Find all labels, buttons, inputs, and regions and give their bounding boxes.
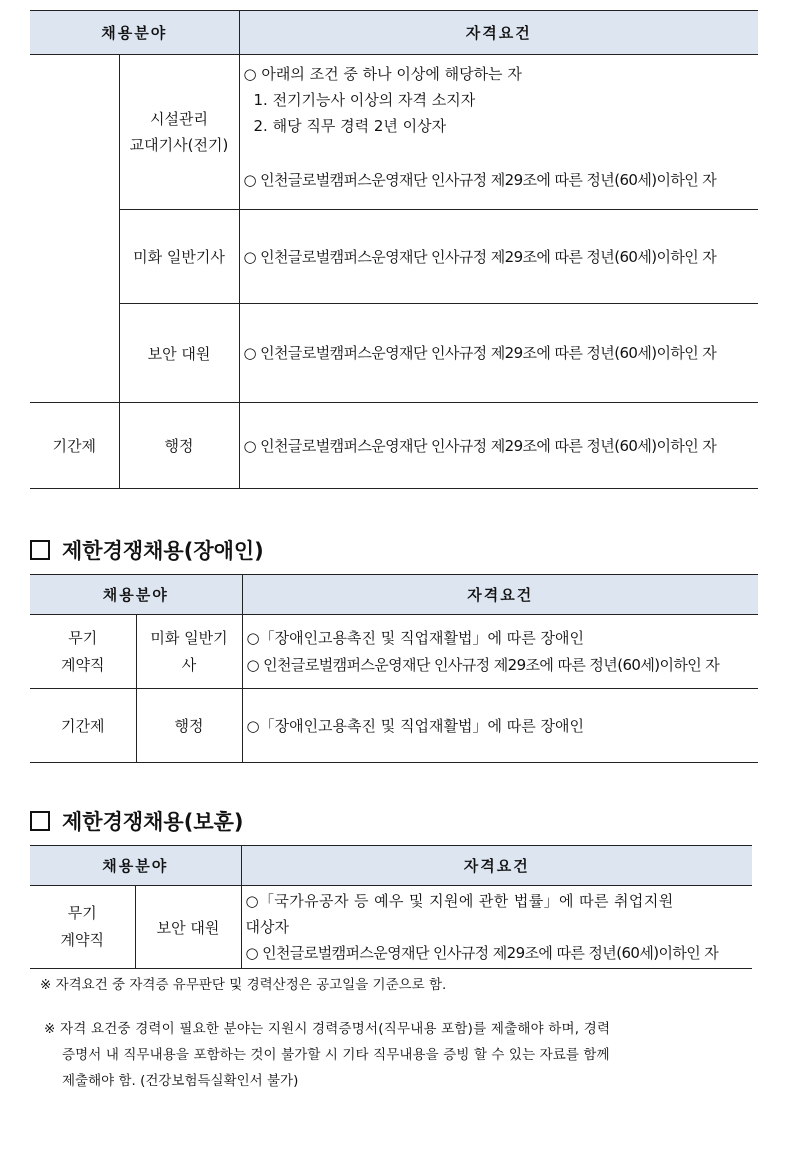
- header-requirement: 자격요건: [239, 11, 758, 55]
- note-line: ※ 자격 요건중 경력이 필요한 분야는 지원시 경력증명서(직무내용 포함)를 제출해야 하며, 경력: [44, 1021, 611, 1037]
- header-requirement: 자격요건: [241, 846, 752, 886]
- position-line: 사: [181, 655, 197, 674]
- type-cell: 기간제: [30, 403, 119, 489]
- checkbox-square-icon: [30, 811, 50, 831]
- requirement-line: ○ 인천글로벌캠퍼스운영재단 인사규정 제29조에 따른 정년(60세)이하인 자: [243, 171, 717, 189]
- position-cell: 행정: [119, 403, 239, 489]
- type-cell: [30, 886, 135, 969]
- checkbox-square-icon: [30, 540, 50, 560]
- position-line: 시설관리: [150, 110, 208, 128]
- requirement-cell: [242, 615, 758, 689]
- type-line: 계약직: [60, 931, 104, 949]
- type-line: 무기: [68, 628, 98, 647]
- position-cell: 미화 일반기사: [119, 210, 239, 304]
- position-line: 미화 일반기: [150, 628, 228, 647]
- type-line: 계약직: [61, 655, 105, 674]
- section-title-text: 제한경쟁채용(장애인): [62, 539, 264, 563]
- requirement-line: 1. 전기기능사 이상의 자격 소지자: [253, 91, 476, 109]
- requirement-line: ○ 인천글로벌캠퍼스운영재단 인사규정 제29조에 따른 정년(60세)이하인 자: [245, 944, 719, 962]
- recruitment-table-disabled: [30, 574, 758, 763]
- note-criteria-date: ※ 자격요건 중 자격증 유무판단 및 경력산정은 공고일을 기준으로 함.: [40, 977, 447, 993]
- section-title-veterans: [30, 806, 243, 836]
- position-cell: [136, 615, 242, 689]
- requirement-line: ○ 아래의 조건 중 하나 이상에 해당하는 자: [243, 65, 522, 83]
- requirement-line: ○「국가유공자 등 예우 및 지원에 관한 법률」에 따른 취업지원: [245, 892, 674, 910]
- header-field: 채용분야: [30, 846, 241, 886]
- recruitment-table-general: [30, 10, 758, 489]
- requirement-cell: [241, 886, 752, 969]
- header-field: 채용분야: [30, 11, 239, 55]
- position-cell: 보안 대원: [135, 886, 241, 969]
- requirement-line: ○ 인천글로벌캠퍼스운영재단 인사규정 제29조에 따른 정년(60세)이하인 자: [246, 655, 720, 674]
- header-requirement: 자격요건: [242, 575, 758, 615]
- requirement-cell: [239, 55, 758, 210]
- section-title-text: 제한경쟁채용(보훈): [62, 810, 244, 834]
- position-cell: [119, 55, 239, 210]
- position-line: 교대기사(전기): [129, 136, 229, 154]
- type-line: 무기: [67, 904, 97, 922]
- requirement-line: 대상자: [245, 918, 289, 936]
- header-field: 채용분야: [30, 575, 242, 615]
- section-title-disabled: [30, 535, 264, 565]
- requirement-line: 2. 해당 직무 경력 2년 이상자: [253, 117, 447, 135]
- position-cell: 행정: [136, 689, 242, 763]
- type-cell: 기간제: [30, 689, 136, 763]
- requirement-cell: ○ 인천글로벌캠퍼스운영재단 인사규정 제29조에 따른 정년(60세)이하인 자: [239, 403, 758, 489]
- note-line: 제출해야 함. (건강보험득실확인서 불가): [62, 1073, 299, 1089]
- type-cell-empty: [30, 55, 119, 403]
- requirement-cell: ○「장애인고용촉진 및 직업재활법」에 따른 장애인: [242, 689, 758, 763]
- type-cell: [30, 615, 136, 689]
- requirement-cell: ○ 인천글로벌캠퍼스운영재단 인사규정 제29조에 따른 정년(60세)이하인 자: [239, 304, 758, 403]
- note-career-proof: [44, 1016, 756, 1094]
- requirement-line: ○「장애인고용촉진 및 직업재활법」에 따른 장애인: [246, 628, 584, 647]
- recruitment-table-veterans: [30, 845, 752, 969]
- position-cell: 보안 대원: [119, 304, 239, 403]
- requirement-cell: ○ 인천글로벌캠퍼스운영재단 인사규정 제29조에 따른 정년(60세)이하인 자: [239, 210, 758, 304]
- note-line: 증명서 내 직무내용을 포함하는 것이 불가할 시 기타 직무내용을 증빙 할 수 있는 자료를 함께: [62, 1047, 610, 1063]
